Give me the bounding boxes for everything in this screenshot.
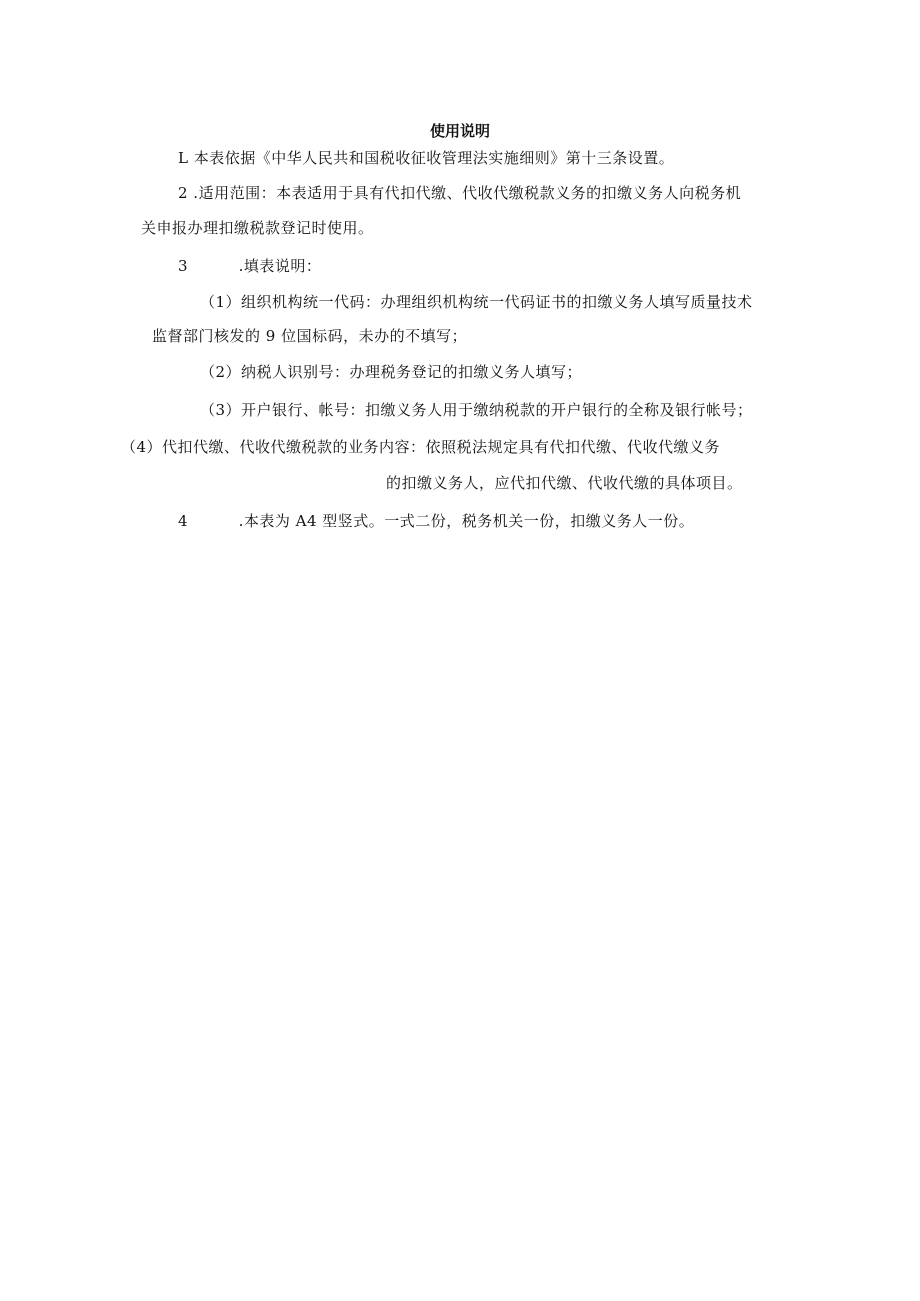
item-4-number: 4 [178,512,189,530]
item-3 [178,256,321,276]
item-4-text: .本表为 A4 型竖式。一式二份，税务机关一份，扣缴义务人一份。 [238,512,695,530]
sub-item-1-line-2: 监督部门核发的 9 位国标码，未办的不填写； [152,327,468,345]
item-2-line-1: 2 .适用范围：本表适用于具有代扣代缴、代收代缴税款义务的扣缴义务人向税务机 [178,184,742,202]
page-title: 使用说明 [429,122,490,140]
sub-item-4-line-1: （4）代扣代缴、代收代缴税款的业务内容：依照税法规定具有代扣代缴、代收代缴义务 [121,438,721,456]
item-3-number: 3 [178,257,189,275]
item-2-line-2: 关申报办理扣缴税款登记时使用。 [141,219,374,237]
item-1: L 本表依据《中华人民共和国税收征收管理法实施细则》第十三条设置。 [178,149,675,167]
sub-item-2: （2）纳税人识别号：办理税务登记的扣缴义务人填写； [200,363,583,381]
sub-item-4-line-2: 的扣缴义务人，应代扣代缴、代收代缴的具体项目。 [386,474,743,492]
sub-item-1-line-1: （1）组织机构统一代码：办理组织机构统一代码证书的扣缴义务人填写质量技术 [200,293,753,311]
item-4 [178,511,694,531]
sub-item-3: （3）开户银行、帐号：扣缴义务人用于缴纳税款的开户银行的全称及银行帐号； [200,401,753,419]
item-3-text: .填表说明： [238,257,322,275]
